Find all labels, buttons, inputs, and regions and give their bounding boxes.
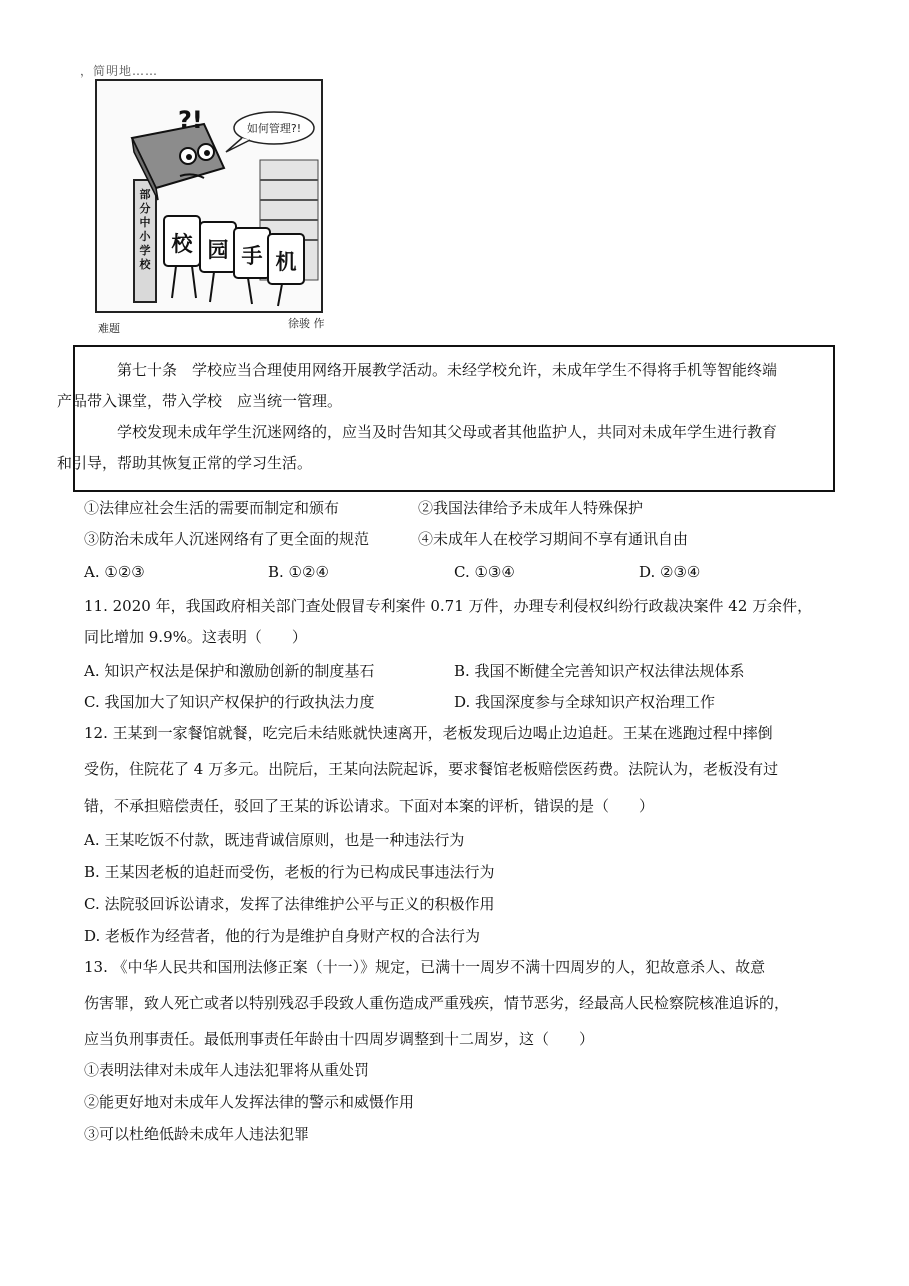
q12-option-a: A. 王某吃饭不付款，既违背诚信原则，也是一种违法行为 <box>84 831 465 849</box>
pillar-char-3: 中 <box>139 216 151 229</box>
q11-stem-line2: 同比增加 9.9%。这表明（ ） <box>84 628 307 646</box>
q11-option-c: C. 我国加大了知识产权保护的行政执法力度 <box>84 693 375 711</box>
q12-stem-line2: 受伤，住院花了 4 万多元。出院后，王某向法院起诉，要求餐馆老板赔偿医药费。法院认为，老板没有过 <box>84 760 779 778</box>
law-excerpt-box <box>57 345 835 492</box>
law-para1-line2: 产品带入课堂，带入学校 应当统一管理。 <box>57 392 343 410</box>
law-para2-line1: 学校发现未成年学生沉迷网络的，应当及时告知其父母或者其他监护人，共同对未成年学生进行教育 <box>117 423 778 441</box>
q11-option-d: D. 我国深度参与全球知识产权治理工作 <box>454 693 716 711</box>
top-fragment: ，简明地…… <box>80 64 159 78</box>
cartoon-drawing <box>92 76 332 338</box>
q11-option-a: A. 知识产权法是保护和激励创新的制度基石 <box>84 662 375 680</box>
confusion-marks: ?! <box>178 106 203 134</box>
q10-item-4: ④未成年人在校学习期间不享有通讯自由 <box>418 530 689 548</box>
block-char-2: 园 <box>207 237 229 262</box>
q13-stem-line3: 应当负刑事责任。最低刑事责任年龄由十四周岁调整到十二周岁，这（ ） <box>84 1030 595 1048</box>
block-char-4: 机 <box>275 249 297 274</box>
cartoon-caption-left: 难题 <box>98 322 120 335</box>
q10-choice-d: D. ②③④ <box>639 563 701 581</box>
law-para2-line2: 和引导，帮助其恢复正常的学习生活。 <box>57 454 313 472</box>
q11-stem-line1: 11. 2020 年，我国政府相关部门查处假冒专利案件 0.71 万件，办理专利侵权纠纷行政裁决案件 42 万余件， <box>84 597 813 615</box>
q10-choice-c: C. ①③④ <box>454 563 515 581</box>
pillar-char-6: 校 <box>139 258 151 271</box>
q10-item-2: ②我国法律给予未成年人特殊保护 <box>418 499 644 517</box>
q11-option-b: B. 我国不断健全完善知识产权法律法规体系 <box>454 662 745 680</box>
pillar-char-1: 部 <box>139 188 151 201</box>
q13-item-1: ①表明法律对未成年人违法犯罪将从重处罚 <box>84 1061 370 1079</box>
pillar-char-2: 分 <box>139 202 151 215</box>
law-paragraph-2 <box>57 417 821 479</box>
q13-stem-line1: 13. 《中华人民共和国刑法修正案（十一）》规定，已满十一周岁不满十四周岁的人，犯故意杀人、故意 <box>84 958 766 976</box>
q10-choice-a: A. ①②③ <box>84 563 145 581</box>
q13-item-2: ②能更好地对未成年人发挥法律的警示和威慑作用 <box>84 1093 415 1111</box>
q12-stem-line3: 错，不承担赔偿责任，驳回了王某的诉讼请求。下面对本案的评析，错误的是（ ） <box>84 797 655 815</box>
law-paragraph-1 <box>57 355 821 417</box>
pillar-char-5: 学 <box>139 244 151 257</box>
block-char-3: 手 <box>241 243 263 268</box>
law-para1-line1: 第七十条 学校应当合理使用网络开展教学活动。未经学校允许，未成年学生不得将手机等智能终端 <box>117 361 778 379</box>
q10-item-3: ③防治未成年人沉迷网络有了更全面的规范 <box>84 530 370 548</box>
q12-option-b: B. 王某因老板的追赶而受伤，老板的行为已构成民事违法行为 <box>84 863 495 881</box>
q10-item-1: ①法律应社会生活的需要而制定和颁布 <box>84 499 340 517</box>
q12-stem-line1: 12. 王某到一家餐馆就餐，吃完后未结账就快速离开，老板发现后边喝止边追赶。王某在逃跑过程中摔倒 <box>84 724 773 742</box>
q12-option-d: D. 老板作为经营者，他的行为是维护自身财产权的合法行为 <box>84 927 481 945</box>
cartoon-caption-right: 徐骏 作 <box>288 317 325 330</box>
cartoon-illustration <box>92 76 332 338</box>
block-char-1: 校 <box>171 231 193 256</box>
q12-option-c: C. 法院驳回诉讼请求，发挥了法律维护公平与正义的积极作用 <box>84 895 495 913</box>
q10-choice-b: B. ①②④ <box>268 563 329 581</box>
q13-stem-line2: 伤害罪，致人死亡或者以特别残忍手段致人重伤造成严重残疾，情节恶劣，经最高人民检察院核准追诉的， <box>84 994 790 1012</box>
speech-bubble-text: 如何管理?! <box>246 122 302 135</box>
q13-item-3: ③可以杜绝低龄未成年人违法犯罪 <box>84 1125 310 1143</box>
pillar-char-4: 小 <box>139 230 151 243</box>
